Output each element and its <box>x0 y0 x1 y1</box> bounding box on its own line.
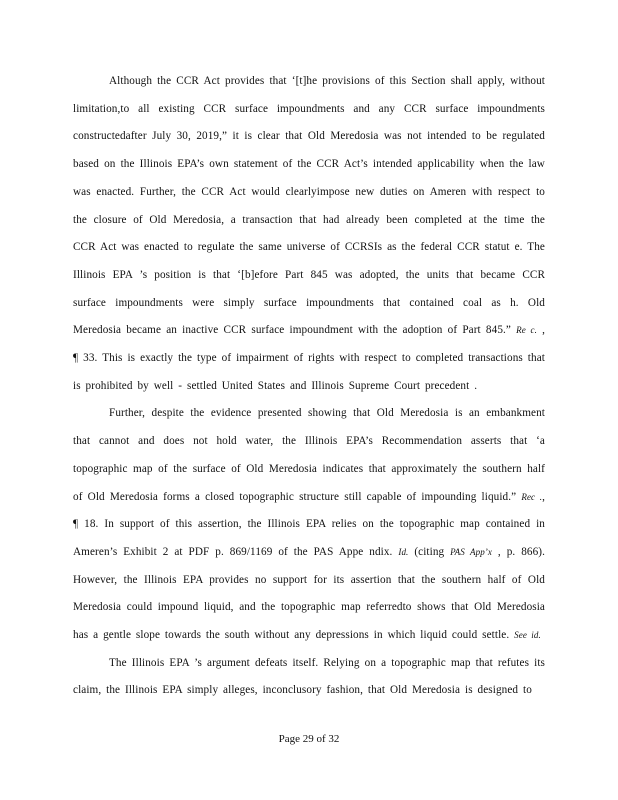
paragraph-2 <box>73 400 545 649</box>
page-number-footer <box>0 733 618 745</box>
paragraph-2-text-b: , ¶ 18. In support of this assertion, the Illinois EPA relies on the topographic map contained in Ameren’s Exhibit 2 at PDF p. 869/1169 of the PAS Appe ndix. <box>73 490 545 558</box>
paragraph-2-text-d: , p. 866). However, the Illinois EPA provides no support for its assertion that the southern half of Old Meredosia could impound liquid, and the topographic map referredto shows that Old Meredosia has a gentle slope towards the south without any depressions in which liquid could settle. <box>73 545 546 642</box>
paragraph-2-text-c: (citing <box>408 545 451 558</box>
record-citation: Rec . <box>521 491 543 502</box>
record-citation: Re c. <box>516 325 537 336</box>
body-text <box>73 68 545 705</box>
appendix-citation: PAS App’x <box>450 546 492 557</box>
paragraph-1-text-b: , ¶ 33. This is exactly the type of impairment of rights with respect to completed transactions that is prohibited by well - settled United States and Illinois Supreme Court precedent . <box>73 324 545 392</box>
paragraph-3 <box>73 650 545 705</box>
paragraph-2-text-a: Further, despite the evidence presented showing that Old Meredosia is an embankment that cannot and does not hold water, the Illinois EPA’s Recommendation asserts that ‘a topographic map of the surface of Old Meredosia indicates that approximately the southern half of Old Meredosia forms a closed topographic structure still capable of impounding liquid.” <box>73 407 545 503</box>
see-id-citation: See id. <box>514 630 541 641</box>
paragraph-3-text: The Illinois EPA ’s argument defeats itself. Relying on a topographic map that refutes its claim, the Illinois EPA simply alleges, inconclusory fashion, that Old Meredosia is designed to <box>73 656 545 697</box>
paragraph-1 <box>73 68 545 400</box>
paragraph-1-text-a: Although the CCR Act provides that ‘[t]he provisions of this Section shall apply, without limitation,to all existing CCR surface impoundments and any CCR surface impoundments constructedafter July 30, 2019,” it is clear that Old Meredosia was not intended to be regulated based on the Illinois EPA’s own statement of the CCR Act’s intended applicability when the law was enacted. Further, the CCR Act would clearlyimpose new duties on Ameren with respect to the closure of Old Meredosia, a transaction that had already been completed at the time the CCR Act was enacted to regulate the same universe of CCRSIs as the federal CCR statut e. The Illinois EPA ’s position is that ‘[b]efore Part 845 was adopted, the units that became CCR surface impoundments were simply surface impoundments that contained coal as h. Old Meredosia became an inactive CCR surface impoundment with the adoption of Part 845.” <box>73 75 545 337</box>
id-citation: Id. <box>398 546 409 557</box>
page-number-label: Page 29 of 32 <box>278 733 340 745</box>
